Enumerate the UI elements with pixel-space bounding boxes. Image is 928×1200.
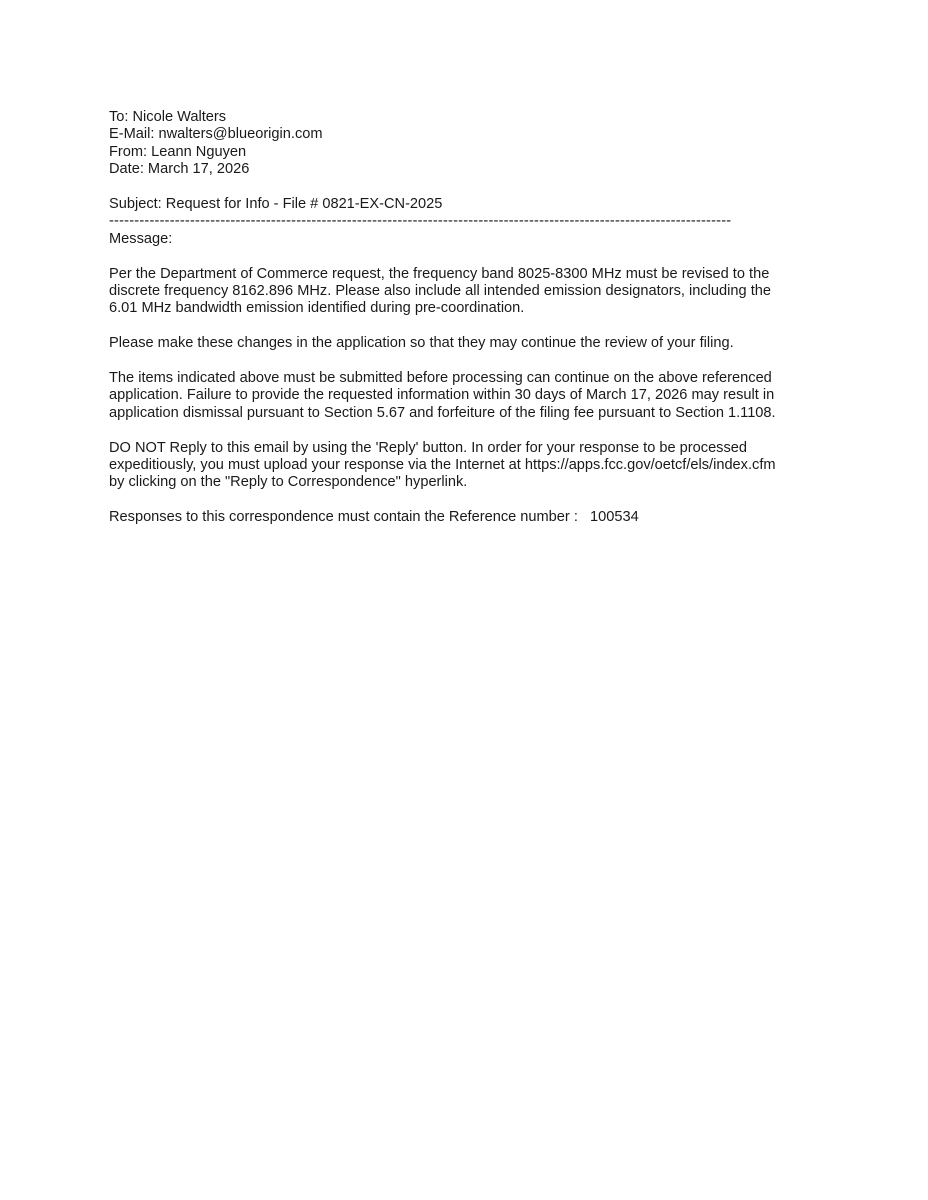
divider-line: --------------------------------------------------------------------------------------------------------------------------- (109, 213, 732, 230)
header-block (109, 109, 821, 179)
paragraph-line: by clicking on the "Reply to Correspondence" hyperlink. (109, 474, 468, 491)
paragraph-frequency-request (109, 266, 821, 318)
paragraph-line: Per the Department of Commerce request, the frequency band 8025-8300 MHz must be revised to the (109, 265, 770, 282)
paragraph-deadline-warning (109, 370, 821, 422)
paragraph-line: The items indicated above must be submitted before processing can continue on the above referenced (109, 370, 772, 387)
paragraph-line: DO NOT Reply to this email by using the 'Reply' button. In order for your response to be processed (109, 439, 748, 456)
from-line: From: Leann Nguyen (109, 143, 247, 160)
date-line: Date: March 17, 2026 (109, 161, 250, 178)
reference-number-line: Responses to this correspondence must contain the Reference number : 100534 (109, 509, 639, 526)
subject-line: Subject: Request for Info - File # 0821-EX-CN-2025 (109, 196, 443, 213)
paragraph-reply-instructions (109, 440, 821, 492)
paragraph-line: application. Failure to provide the requested information within 30 days of March 17, 2026 may result in (109, 387, 775, 404)
spacer (109, 248, 821, 265)
paragraph-make-changes (109, 335, 821, 352)
message-label: Message: (109, 230, 173, 247)
paragraph-line: discrete frequency 8162.896 MHz. Please also include all intended emission designators, including the (109, 283, 771, 300)
spacer (109, 353, 821, 370)
paragraph-line: Please make these changes in the application so that they may continue the review of your filing. (109, 335, 734, 352)
correspondence-document (109, 109, 821, 527)
spacer (109, 179, 821, 196)
to-line: To: Nicole Walters (109, 109, 227, 125)
spacer (109, 318, 821, 335)
paragraph-line: 6.01 MHz bandwidth emission identified during pre-coordination. (109, 300, 525, 317)
email-line: E-Mail: nwalters@blueorigin.com (109, 126, 323, 143)
spacer (109, 422, 821, 439)
paragraph-line: application dismissal pursuant to Section 5.67 and forfeiture of the filing fee pursuant to Section 1.1108. (109, 404, 776, 421)
spacer (109, 492, 821, 509)
paragraph-line: expeditiously, you must upload your response via the Internet at https://apps.fcc.gov/oetcf/els/index.cfm (109, 457, 776, 474)
